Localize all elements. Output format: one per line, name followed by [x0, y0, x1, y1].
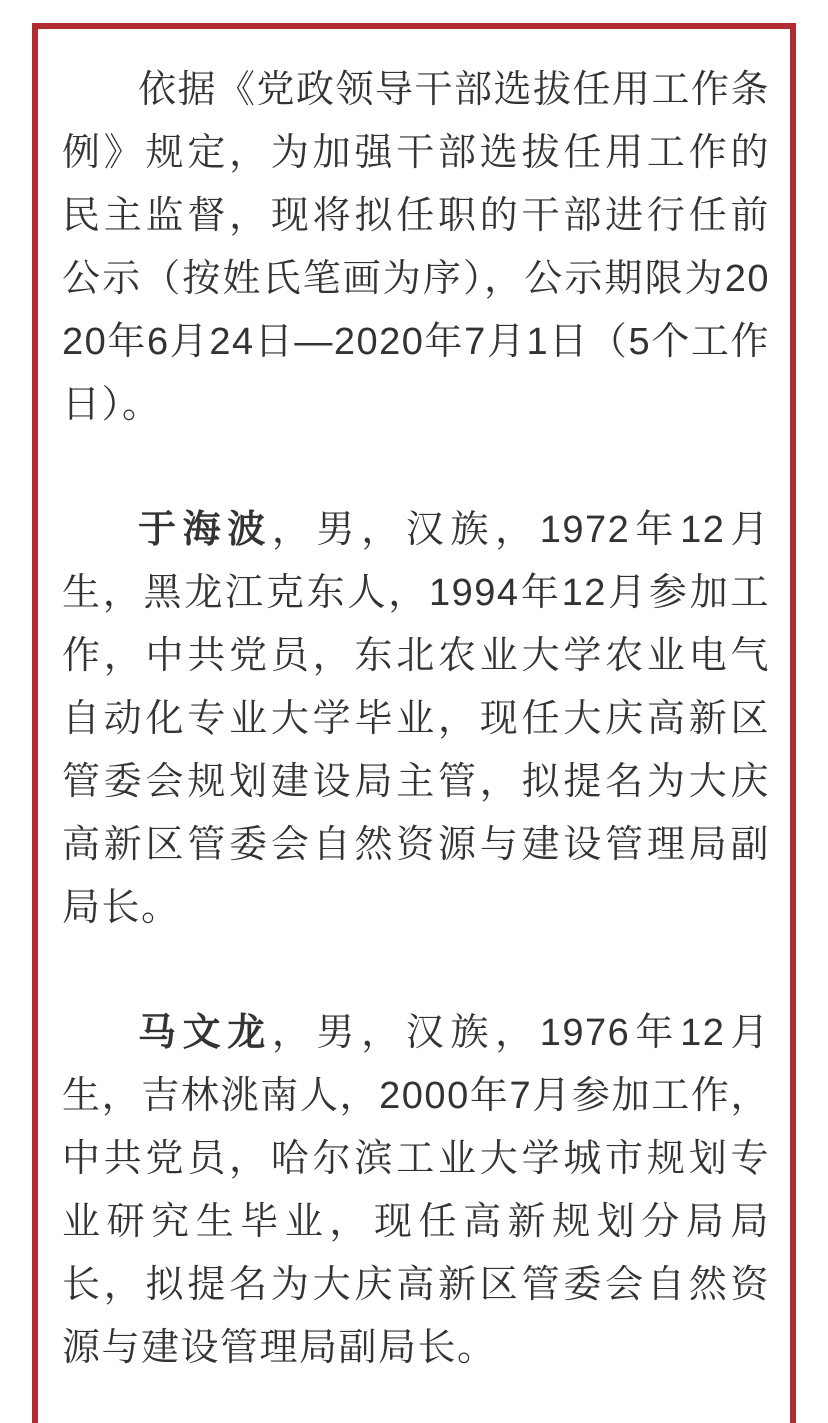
announcement-body — [38, 29, 790, 1380]
red-border-frame — [32, 23, 796, 1423]
paragraph-1 — [62, 59, 770, 437]
person-name: 于海波 — [138, 509, 272, 551]
paragraph-2 — [62, 499, 770, 940]
paragraph-text: 依据《党政领导干部选拔任用工作条例》规定，为加强干部选拔任用工作的民主监督，现将拟任职的干部进行任前公示（按姓氏笔画为序），公示期限为2020年6月24日—2020年7月1日（5个工作日）。 — [62, 69, 771, 426]
paragraph-3 — [62, 1002, 770, 1380]
paragraph-text: ，男，汉族，1976年12月生，吉林洮南人，2000年7月参加工作，中共党员，哈尔滨工业大学城市规划专业研究生毕业，现任高新规划分局局长，拟提名为大庆高新区管委会自然资源与建设管理局副局长。 — [62, 1012, 770, 1369]
person-name: 马文龙 — [138, 1012, 272, 1054]
paragraph-text: ，男，汉族，1972年12月生，黑龙江克东人，1994年12月参加工作，中共党员，东北农业大学农业电气自动化专业大学毕业，现任大庆高新区管委会规划建设局主管，拟提名为大庆高新区管委会自然资源与建设管理局副局长。 — [62, 509, 770, 929]
